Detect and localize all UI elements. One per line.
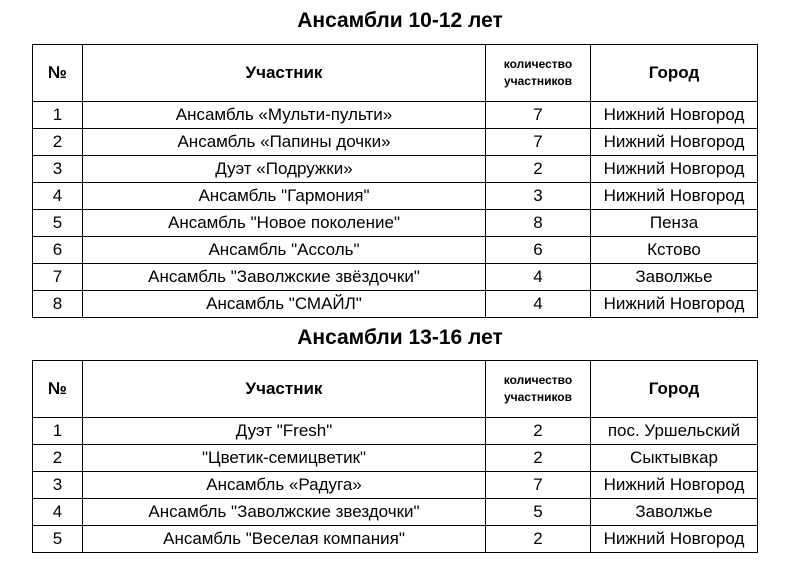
cell-participant: Ансамбль «Мульти-пульти» [83, 102, 486, 129]
table-row [33, 237, 758, 264]
cell-num: 4 [33, 183, 83, 210]
table-row [33, 264, 758, 291]
header-count-line1: количество [503, 373, 573, 387]
cell-count: 4 [486, 291, 591, 318]
cell-city: Нижний Новгород [591, 156, 758, 183]
cell-count: 2 [486, 526, 591, 553]
table-row [33, 156, 758, 183]
cell-participant: Ансамбль "СМАЙЛ" [83, 291, 486, 318]
table-header-row [33, 361, 758, 418]
table-row [33, 418, 758, 445]
cell-city: Нижний Новгород [591, 291, 758, 318]
cell-participant: "Цветик-семицветик" [83, 445, 486, 472]
cell-num: 5 [33, 526, 83, 553]
cell-count: 4 [486, 264, 591, 291]
cell-participant: Ансамбль "Заволжские звездочки" [83, 499, 486, 526]
header-count-line2: участников [503, 390, 573, 404]
section-title-10-12: Ансамбли 10-12 лет [297, 9, 503, 32]
cell-count: 2 [486, 156, 591, 183]
header-count [486, 45, 591, 102]
table-header-row [33, 45, 758, 102]
section-title-13-16: Ансамбли 13-16 лет [297, 326, 503, 349]
cell-city: пос. Уршельский [591, 418, 758, 445]
cell-count: 7 [486, 102, 591, 129]
table-row [33, 526, 758, 553]
cell-city: Нижний Новгород [591, 526, 758, 553]
table-row [33, 102, 758, 129]
header-city: Город [591, 45, 758, 102]
table-row [33, 472, 758, 499]
cell-num: 4 [33, 499, 83, 526]
cell-num: 2 [33, 445, 83, 472]
table-row [33, 129, 758, 156]
cell-city: Кстово [591, 237, 758, 264]
header-city: Город [591, 361, 758, 418]
ensembles-table-10-12 [32, 44, 758, 318]
cell-num: 7 [33, 264, 83, 291]
cell-participant: Ансамбль "Веселая компания" [83, 526, 486, 553]
cell-count: 3 [486, 183, 591, 210]
cell-city: Сыктывкар [591, 445, 758, 472]
cell-city: Нижний Новгород [591, 102, 758, 129]
cell-num: 1 [33, 102, 83, 129]
header-count-line2: участников [503, 74, 573, 88]
table-row [33, 499, 758, 526]
cell-count: 7 [486, 129, 591, 156]
cell-num: 1 [33, 418, 83, 445]
cell-participant: Ансамбль "Гармония" [83, 183, 486, 210]
cell-participant: Ансамбль "Заволжские звёздочки" [83, 264, 486, 291]
table-row [33, 445, 758, 472]
cell-count: 7 [486, 472, 591, 499]
cell-participant: Ансамбль "Ассоль" [83, 237, 486, 264]
cell-city: Пенза [591, 210, 758, 237]
cell-city: Нижний Новгород [591, 472, 758, 499]
cell-num: 3 [33, 472, 83, 499]
cell-num: 8 [33, 291, 83, 318]
header-num: № [33, 45, 83, 102]
table-row [33, 183, 758, 210]
cell-city: Нижний Новгород [591, 183, 758, 210]
cell-participant: Дуэт «Подружки» [83, 156, 486, 183]
cell-participant: Ансамбль "Новое поколение" [83, 210, 486, 237]
header-participant: Участник [83, 361, 486, 418]
cell-count: 2 [486, 418, 591, 445]
table-row [33, 210, 758, 237]
header-count [486, 361, 591, 418]
table-row [33, 291, 758, 318]
cell-city: Заволжье [591, 499, 758, 526]
cell-city: Нижний Новгород [591, 129, 758, 156]
cell-count: 8 [486, 210, 591, 237]
cell-count: 2 [486, 445, 591, 472]
cell-city: Заволжье [591, 264, 758, 291]
header-num: № [33, 361, 83, 418]
cell-participant: Дуэт "Fresh" [83, 418, 486, 445]
cell-participant: Ансамбль «Радуга» [83, 472, 486, 499]
header-participant: Участник [83, 45, 486, 102]
cell-num: 2 [33, 129, 83, 156]
cell-count: 5 [486, 499, 591, 526]
cell-num: 5 [33, 210, 83, 237]
ensembles-table-13-16 [32, 360, 758, 553]
header-count-line1: количество [503, 57, 573, 71]
cell-count: 6 [486, 237, 591, 264]
cell-participant: Ансамбль «Папины дочки» [83, 129, 486, 156]
cell-num: 3 [33, 156, 83, 183]
cell-num: 6 [33, 237, 83, 264]
